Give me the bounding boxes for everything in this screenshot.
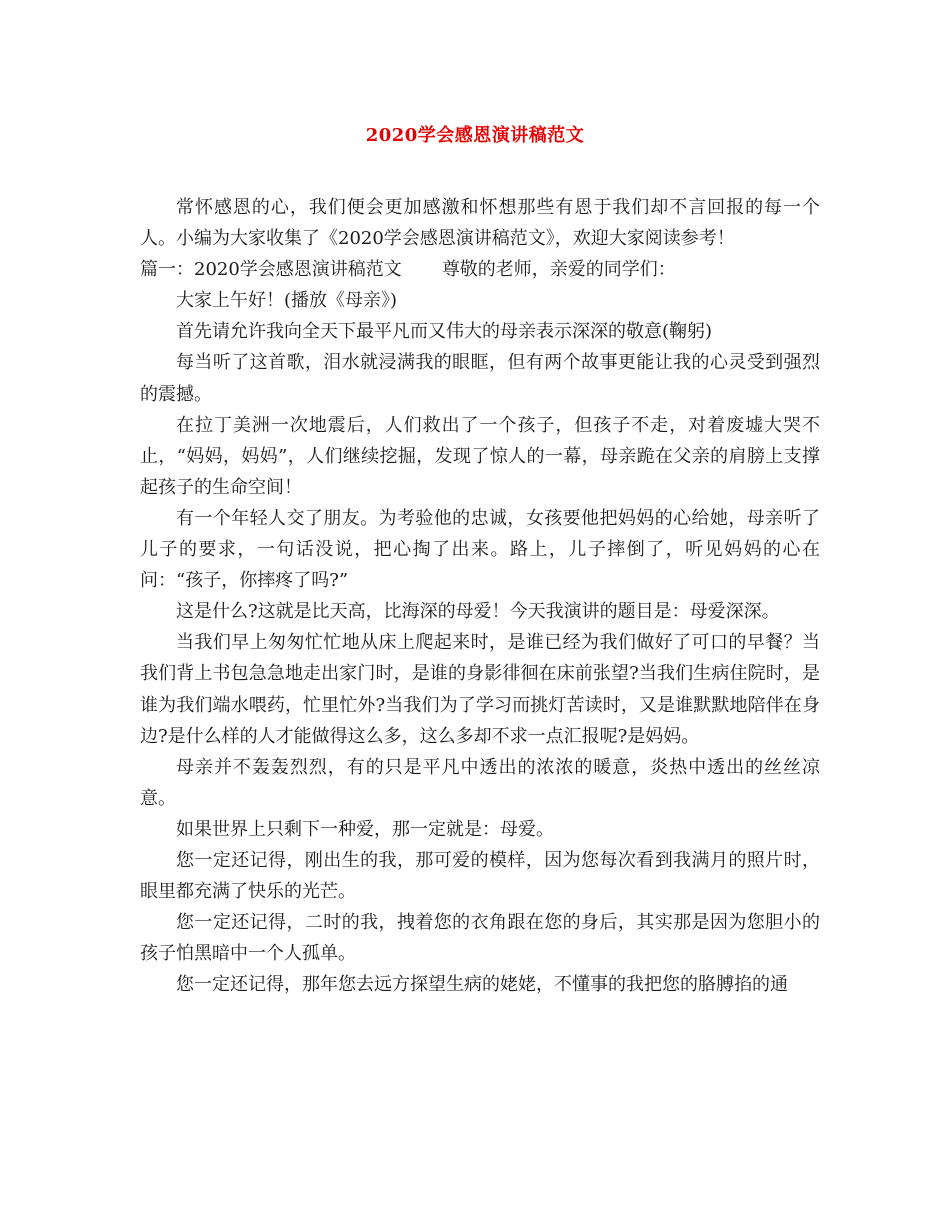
document-title: 2020学会感恩演讲稿范文 bbox=[365, 125, 585, 146]
paragraph-3: 每当听了这首歌，泪水就浸满我的眼眶，但有两个故事更能让我的心灵受到强烈的震撼。 bbox=[140, 352, 820, 405]
paragraph-7: 当我们早上匆匆忙忙地从床上爬起来时，是谁已经为我们做好了可口的早餐？当我们背上书包急急地走出家门时，是谁的身影徘徊在床前张望?当我们生病住院时，是谁为我们端水喂药，忙里忙外?当我们为了学习而挑灯苦读时，又是谁默默地陪伴在身边?是什么样的人才能做得这么多，这么多却不求一点汇报呢?是妈妈。 bbox=[140, 632, 820, 747]
paragraph-10: 您一定还记得，刚出生的我，那可爱的模样，因为您每次看到我满月的照片时，眼里都充满了快乐的光芒。 bbox=[140, 849, 820, 903]
intro-paragraph: 常怀感恩的心，我们便会更加感激和怀想那些有恩于我们却不言回报的每一个人。小编为大家收集了《2020学会感恩演讲稿范文》，欢迎大家阅读参考！ bbox=[140, 197, 820, 250]
section-heading-line bbox=[140, 254, 820, 285]
paragraph-12: 您一定还记得，那年您去远方探望生病的姥姥，不懂事的我把您的胳膊掐的通 bbox=[176, 974, 788, 996]
greeting: 尊敬的老师，亲爱的同学们： bbox=[441, 259, 676, 281]
paragraph-9: 如果世界上只剩下一种爱，那一定就是：母爱。 bbox=[176, 818, 554, 840]
paragraph-6: 这是什么?这就是比天高，比海深的母爱！今天我演讲的题目是：母爱深深。 bbox=[176, 601, 780, 623]
paragraph-2: 首先请允许我向全天下最平凡而又伟大的母亲表示深深的敬意(鞠躬) bbox=[176, 321, 713, 343]
paragraph-1: 大家上午好！(播放《母亲》) bbox=[176, 290, 398, 312]
paragraph-11: 您一定还记得，二时的我，拽着您的衣角跟在您的身后，其实那是因为您胆小的孩子怕黑暗中一个人孤单。 bbox=[140, 912, 820, 965]
paragraph-4: 在拉丁美洲一次地震后，人们救出了一个孩子，但孩子不走，对着废墟大哭不止，“妈妈，妈妈”，人们继续挖掘，发现了惊人的一幕，母亲跪在父亲的肩膀上支撑起孩子的生命空间！ bbox=[140, 414, 820, 498]
paragraph-5: 有一个年轻人交了朋友。为考验他的忠诚，女孩要他把妈妈的心给她，母亲听了儿子的要求，一句话没说，把心掏了出来。路上，儿子摔倒了，听见妈妈的心在问：“孩子，你摔疼了吗?” bbox=[140, 507, 820, 592]
document-body bbox=[140, 192, 820, 1000]
section-heading: 篇一：2020学会感恩演讲稿范文 bbox=[140, 259, 402, 281]
paragraph-8: 母亲并不轰轰烈烈，有的只是平凡中透出的浓浓的暖意，炎热中透出的丝丝凉意。 bbox=[140, 756, 820, 809]
